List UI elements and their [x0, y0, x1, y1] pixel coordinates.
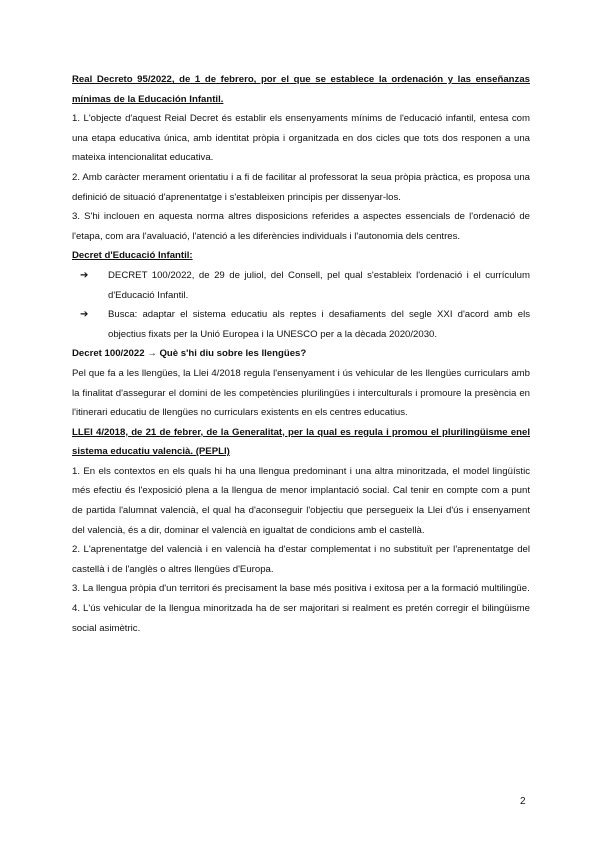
paragraph-6: 2. L'aprenentatge del valencià i en valencià ha d'estar complementat i no substituït per l'aprenentatge del castellà i de l'anglès o altres llengües d'Europa.	[72, 544, 530, 575]
paragraph-5: 1. En els contextos en els quals hi ha una llengua predominant i una altra minoritzada, el model lingüístic més efectiu és l'exposició plena a la llengua de menor implantació social. Cal tenir en compte com a punt de partida l'alumnat valencià, el qual ha d'aconseguir l'objectiu que persegueix la Llei d'ús i ensenyament del valencià, és a dir, dominar el valencià en igualtat de condicions amb el castellà.	[72, 465, 530, 536]
list-item	[72, 305, 530, 344]
paragraph-1: 1. L'objecte d'aquest Reial Decret és establir els ensenyaments mínims de l'educació infantil, entesa com una etapa educativa única, amb identitat pròpia i organitzada en dos cicles que tots dos responen a una mateixa intencionalitat educativa.	[72, 113, 530, 164]
paragraph-3: 3. S'hi inclouen en aquesta norma altres disposicions referides a aspectes essencials de l'ordenació de l'etapa, com ara l'avaluació, l'atenció a les diferències individuals i l'autonomia dels centres.	[72, 211, 530, 242]
heading-llei-4-2018: LLEI 4/2018, de 21 de febrer, de la Generalitat, per la qual es regula i promou el plurilingüisme enel sistema educatiu valencià. (PEPLI)	[72, 426, 530, 458]
paragraph-8: 4. L'ús vehicular de la llengua minoritzada ha de ser majoritari si realment es pretén corregir el bilingüisme social asimètric.	[72, 603, 530, 634]
list-item	[72, 266, 530, 305]
arrow-right-icon: ➔	[80, 309, 89, 321]
list-item-text: DECRET 100/2022, de 29 de juliol, del Consell, pel qual s'estableix l'ordenació i el currículum d'Educació Infantil.	[108, 269, 530, 301]
paragraph-2: 2. Amb caràcter merament orientatiu i a fi de facilitar al professorat la seua pròpia pràctica, es proposa una definició de situació d'aprenentatge i s'estableixen principis per dissenyar-los.	[72, 171, 530, 203]
list-item-text: Busca: adaptar el sistema educatiu als reptes i desafiaments del segle XXI d'acord amb els objectius fixats per la Unió Europea i la UNESCO per a la dècada 2020/2030.	[108, 309, 530, 340]
paragraph-7: 3. La llengua pròpia d'un territori és precisament la base més positiva i exitosa per a la formació multilingüe.	[72, 583, 530, 595]
heading-decret-educacio-infantil: Decret d'Educació Infantil:	[72, 250, 193, 262]
heading-real-decreto: Real Decreto 95/2022, de 1 de febrero, por el que se establece la ordenación y las enseñanzas mínimas de la Educación Infantil.	[72, 74, 530, 105]
arrow-right-icon: ➔	[80, 269, 89, 281]
document-page	[72, 70, 530, 638]
page-number: 2	[520, 796, 526, 807]
paragraph-4: Pel que fa a les llengües, la Llei 4/2018 regula l'ensenyament i ús vehicular de les llengües curriculars amb la finalitat d'assegurar el domini de les competències plurilingües i interculturals i promoure la presència en l'itinerari educatiu de llengües no curriculars existents en els centres educatius.	[72, 367, 530, 419]
heading-decret-llengues: Decret 100/2022 → Què s'hi diu sobre les llengües?	[72, 348, 307, 360]
